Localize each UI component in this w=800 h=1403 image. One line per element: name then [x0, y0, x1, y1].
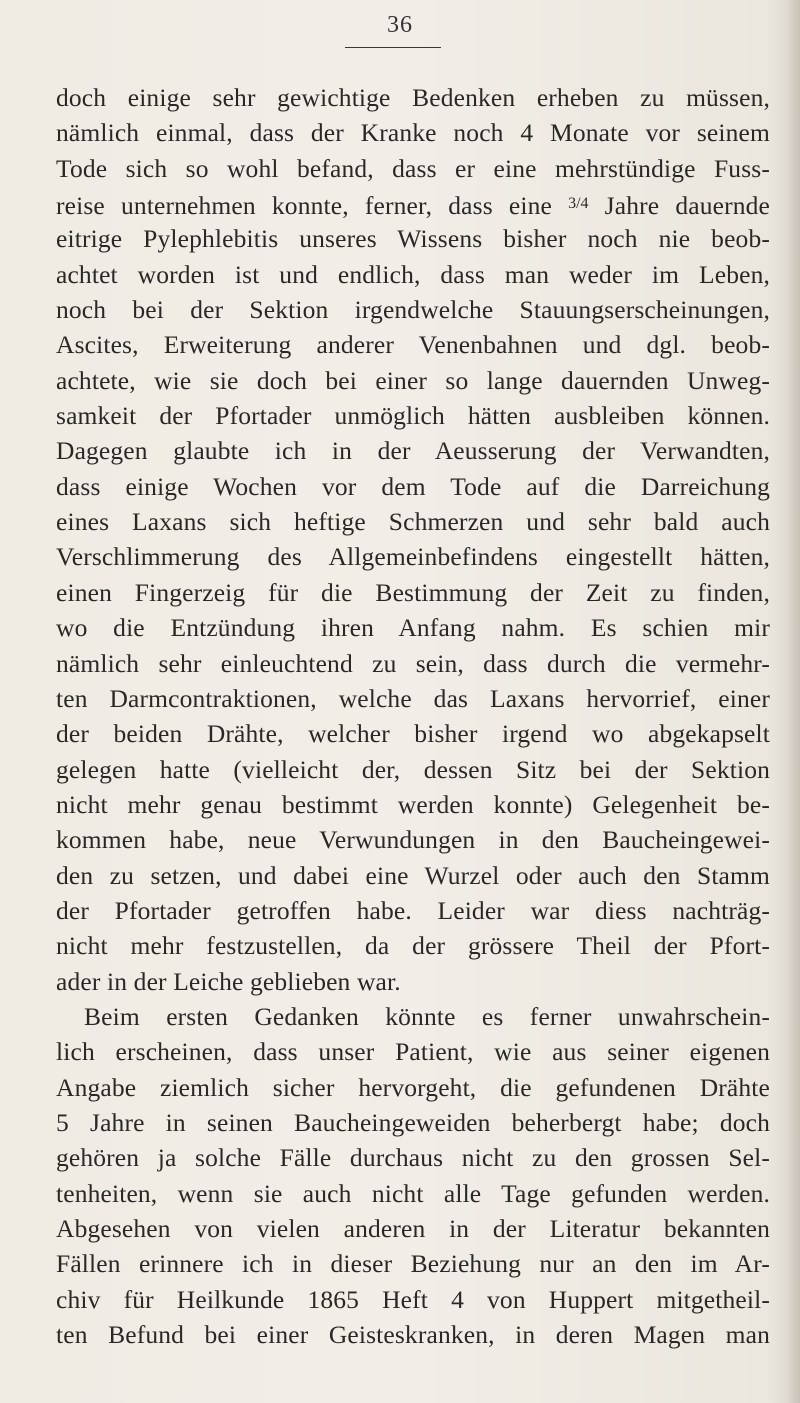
text-line: ader in der Leiche geblieben war.	[56, 966, 401, 996]
page-edge-shadow	[786, 0, 800, 1403]
text-line: tenheiten, wenn sie auch nicht alle Tage gefunden werden.	[56, 1178, 770, 1208]
text-line: ten Befund bei einer Geisteskranken, in deren Magen man	[56, 1320, 770, 1350]
text-line: lich erscheinen, dass unser Patient, wie aus seiner eigenen	[56, 1037, 770, 1067]
text-line: samkeit der Pfortader unmöglich hätten ausbleiben können.	[56, 401, 770, 431]
text-line: Beim ersten Gedanken könnte es ferner unwahrschein-	[84, 1001, 770, 1031]
page-number: 36	[387, 12, 413, 38]
text-line: der beiden Drähte, welcher bisher irgend wo abgekapselt	[56, 719, 770, 749]
text-line: der Pfortader getroffen habe. Leider war diess nachträg-	[56, 895, 770, 925]
text-line: noch bei der Sektion irgendwelche Stauungserscheinungen,	[56, 295, 770, 325]
text-line: nicht mehr genau bestimmt werden konnte) Gelegenheit be-	[56, 789, 770, 819]
page-number-rule	[345, 47, 441, 48]
text-line: nämlich sehr einleuchtend zu sein, dass durch die vermehr-	[56, 648, 770, 678]
text-line: gehören ja solche Fälle durchaus nicht zu den grossen Sel-	[56, 1143, 770, 1173]
text-line: gelegen hatte (vielleicht der, dessen Sitz bei der Sektion	[56, 754, 770, 784]
text-line: ten Darmcontraktionen, welche das Laxans hervorrief, einer	[56, 683, 770, 713]
text-line: achtet worden ist und endlich, dass man weder im Leben,	[56, 259, 770, 289]
text-segment: reise unternehmen konnte, ferner, dass eine	[56, 191, 569, 221]
text-line: den zu setzen, und dabei eine Wurzel oder auch den Stamm	[56, 860, 770, 890]
text-segment: Jahre dauernde	[588, 191, 770, 221]
fraction: 3/4	[568, 195, 589, 213]
text-line: Verschlimmerung des Allgemeinbefindens eingestellt hätten,	[56, 542, 770, 572]
text-line: eitrige Pylephlebitis unseres Wissens bisher noch nie beob-	[56, 224, 770, 254]
text-line: achtete, wie sie doch bei einer so lange dauernden Unweg-	[56, 365, 770, 395]
text-line: nicht mehr festzustellen, da der grössere Theil der Pfort-	[56, 931, 770, 961]
text-line: Angabe ziemlich sicher hervorgeht, die gefundenen Drähte	[56, 1072, 770, 1102]
text-line: einen Fingerzeig für die Bestimmung der Zeit zu finden,	[56, 577, 770, 607]
body-text	[56, 80, 770, 1352]
text-line: kommen habe, neue Verwundungen in den Baucheingewei-	[56, 825, 770, 855]
text-line: doch einige sehr gewichtige Bedenken erheben zu müssen,	[56, 83, 770, 112]
text-line: dass einige Wochen vor dem Tode auf die Darreichung	[56, 471, 770, 501]
text-line: nämlich einmal, dass der Kranke noch 4 Monate vor seinem	[56, 118, 770, 148]
text-line: Dagegen glaubte ich in der Aeusserung der Verwandten,	[56, 436, 770, 466]
text-line: 5 Jahre in seinen Baucheingeweiden beherbergt habe; doch	[56, 1107, 770, 1137]
text-line: eines Laxans sich heftige Schmerzen und sehr bald auch	[56, 507, 770, 537]
text-line: chiv für Heilkunde 1865 Heft 4 von Huppert mitgetheil-	[56, 1284, 770, 1314]
text-line: Fällen erinnere ich in dieser Beziehung nur an den im Ar-	[56, 1249, 770, 1279]
text-line: Ascites, Erweiterung anderer Venenbahnen und dgl. beob-	[56, 330, 770, 360]
text-line	[56, 186, 770, 221]
text-line: Tode sich so wohl befand, dass er eine mehrstündige Fuss-	[56, 153, 770, 183]
text-line: wo die Entzündung ihren Anfang nahm. Es schien mir	[56, 613, 770, 643]
text-line: Abgesehen von vielen anderen in der Literatur bekannten	[56, 1214, 770, 1243]
